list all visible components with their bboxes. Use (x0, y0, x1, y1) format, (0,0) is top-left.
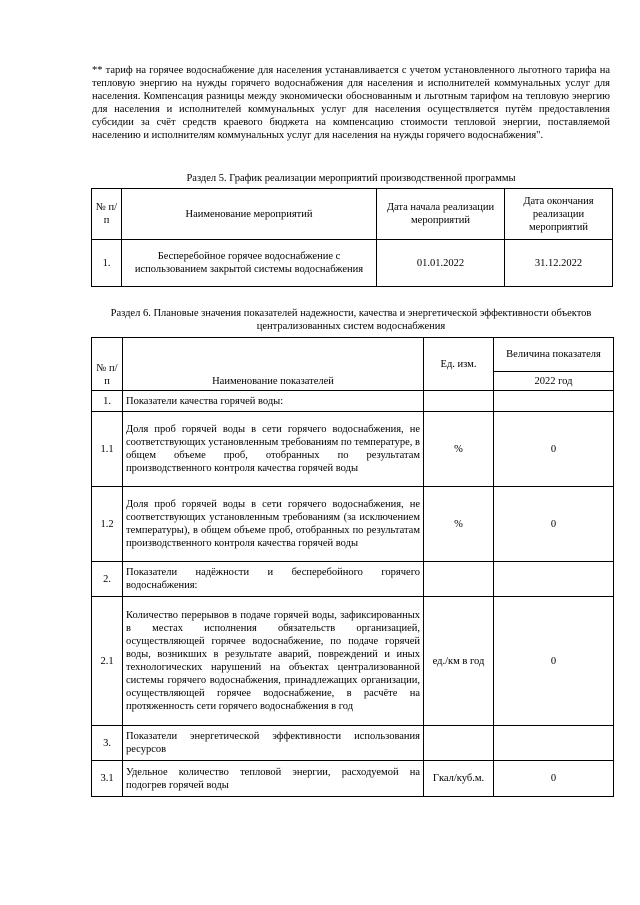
table-row (92, 240, 613, 287)
row-name: Показатели качества горячей воды: (123, 391, 424, 412)
table-row (92, 412, 614, 487)
header-num: № п/п (92, 189, 122, 240)
table-row (92, 562, 614, 597)
row-value (494, 562, 614, 597)
table-row (92, 597, 614, 726)
row-value (494, 726, 614, 761)
table-row (92, 761, 614, 797)
table-row (92, 391, 614, 412)
row-num: 1. (92, 391, 123, 412)
row-num: 1.2 (92, 487, 123, 562)
table-header-row (92, 338, 614, 372)
row-unit: % (424, 412, 494, 487)
row-start-date: 01.01.2022 (377, 240, 505, 287)
row-num: 3. (92, 726, 123, 761)
table-row (92, 487, 614, 562)
footnote-text: ** тариф на горячее водоснабжение для населения устанавливается с учетом установленного льготного тарифа на тепловую энергию на нужды горячего водоснабжения для населения и исполнителей коммунальных услуг для населения. Компенсация разницы между экономически обоснованным и льготным тарифом на тепловую энергию для населения и исполнителей коммунальных услуг для населения осуществляется путём предоставления субсидии за счёт средств краевого бюджета на компенсацию стоимости тепловой энергии, поставляемой населению и исполнителям коммунальных услуг для населения на нужды горячего водоснабжения". (92, 65, 610, 141)
header-unit: Ед. изм. (424, 338, 494, 391)
row-num: 1.1 (92, 412, 123, 487)
row-name: Доля проб горячей воды в сети горячего водоснабжения, не соответствующих установленным требованиям (за исключением температуры), в общем объеме проб, отобранных по результатам производственного контроля качества горячей воды (123, 487, 424, 562)
row-value: 0 (494, 761, 614, 797)
row-name: Доля проб горячей воды в сети горячего водоснабжения, не соответствующих установленным требованиям по температуре, в общем объеме проб, отобранных по результатам производственного контроля качества горячей воды (123, 412, 424, 487)
table-row (92, 726, 614, 761)
row-value: 0 (494, 597, 614, 726)
row-num: 1. (92, 240, 122, 287)
header-end-date: Дата окончания реализации мероприятий (505, 189, 613, 240)
schedule-table (91, 188, 613, 287)
row-name: Показатели надёжности и бесперебойного горячего водоснабжения: (123, 562, 424, 597)
row-end-date: 31.12.2022 (505, 240, 613, 287)
row-name: Количество перерывов в подаче горячей воды, зафиксированных в местах исполнения обязательств организацией, осуществляющей горячее водоснабжение, по подаче горячей воды, возникших в результате аварий, повреждений и иных технологических нарушений на объектах централизованной системы горячего водоснабжения, принадлежащих организации, осуществляющей горячее водоснабжение, в расчёте на протяженность сети горячего водоснабжения в год (123, 597, 424, 726)
row-value: 0 (494, 487, 614, 562)
row-name: Бесперебойное горячее водоснабжение с использованием закрытой системы водоснабжения (122, 240, 377, 287)
row-num: 3.1 (92, 761, 123, 797)
row-value (494, 391, 614, 412)
header-name: Наименование показателей (123, 338, 424, 391)
row-unit (424, 726, 494, 761)
row-unit: Гкал/куб.м. (424, 761, 494, 797)
row-num: 2. (92, 562, 123, 597)
row-unit: ед./км в год (424, 597, 494, 726)
header-name: Наименование мероприятий (122, 189, 377, 240)
header-year: 2022 год (494, 372, 614, 391)
row-value: 0 (494, 412, 614, 487)
header-start-date: Дата начала реализации мероприятий (377, 189, 505, 240)
row-name: Показатели энергетической эффективности использования ресурсов (123, 726, 424, 761)
row-num: 2.1 (92, 597, 123, 726)
header-num: № п/п (92, 338, 123, 391)
header-value: Величина показателя (494, 338, 614, 372)
row-unit (424, 391, 494, 412)
section5-title: Раздел 5. График реализации мероприятий производственной программы (186, 173, 516, 184)
row-unit (424, 562, 494, 597)
indicators-table (91, 337, 614, 797)
table-header-row (92, 189, 613, 240)
section6-title: Раздел 6. Плановые значения показателей надежности, качества и энергетической эффективности объектов централизованных систем водоснабжения (110, 308, 592, 332)
row-name: Удельное количество тепловой энергии, расходуемой на подогрев горячей воды (123, 761, 424, 797)
row-unit: % (424, 487, 494, 562)
